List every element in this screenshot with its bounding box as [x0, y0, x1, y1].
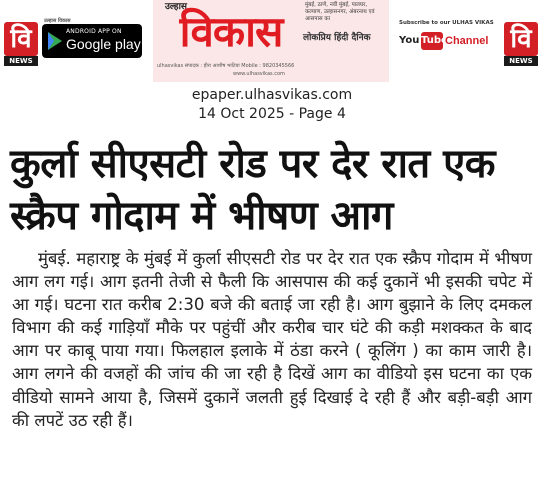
youtube-channel-text: Channel: [445, 35, 489, 47]
youtube-icon: Tube: [421, 32, 443, 50]
masthead-website: www.ulhasvikas.com: [233, 71, 285, 77]
masthead-subtitle: लोकप्रिय हिंदी दैनिक: [303, 33, 371, 43]
masthead-contact-line: ulhasvikas संपादक : हीरा आशीष भाटिया Mobile : 9820345566: [157, 63, 295, 69]
right-logo-news-label: NEWS: [504, 56, 538, 66]
article-body-text: मुंबई. महाराष्ट्र के मुंबई में कुर्ला सीएसटी रोड पर देर रात एक स्क्रैप गोदाम में भीषण आग लग गई। आग इतनी तेजी से फैली कि आसपास की कई दुकानें भी इसकी चपेट में आ गई। घटना रात करीब 2:30 बजे की बताई जा रही है। आग बुझाने के लिए दमकल विभाग की कई गाड़ियाँ मौके पर पहुंचीं और करीब चार घंटे की कड़ी मशक्कत के बाद आग पर काबू पाया गया। फिलहाल इलाके में ठंडा करने ( कूलिंग ) का काम जारी है। आग लगने की वजहों की जांच की जा रही है दिखें आग का वीडियो इस घटना का एक वीडियो सामने आया है, जिसमें दुकानें जलती हुई दिखाई दे रही हैं और बड़ी-बड़ी आग की लपटें उठ रही हैं।: [12, 249, 532, 430]
google-play-badge[interactable]: [42, 24, 142, 58]
date-page: 14 Oct 2025 - Page 4: [198, 106, 346, 122]
masthead[interactable]: [153, 0, 389, 82]
google-play-text: Google play: [66, 36, 141, 52]
source-url[interactable]: epaper.ulhasvikas.com: [191, 87, 353, 103]
youtube-channel-badge[interactable]: [399, 20, 499, 60]
youtube-subscribe-text: Subscribe to our ULHAS VIKAS: [399, 20, 494, 26]
youtube-you-text: You: [399, 32, 427, 50]
masthead-prefix: उल्हास: [165, 2, 188, 12]
masthead-tagline: मुंबई, ठाणे, नवी मुंबई, पालघर, कल्याण, उल्हासनगर, अंबरनाथ एवं आसपास का: [305, 2, 375, 22]
article-body: [12, 247, 532, 432]
app-name-label: उल्हास विकास: [44, 18, 71, 24]
right-logo[interactable]: [504, 22, 538, 56]
left-logo-letter: वि: [10, 24, 32, 54]
android-app-on-text: ANDROID APP ON: [66, 28, 122, 35]
masthead-title: विकास: [179, 7, 283, 56]
left-logo-news-label: NEWS: [4, 56, 38, 66]
left-logo[interactable]: [4, 22, 38, 56]
right-logo-letter: वि: [510, 24, 532, 54]
article-headline: कुर्ला सीएसटी रोड पर देर रात एक स्क्रैप गोदाम में भीषण आग: [10, 141, 495, 239]
header-banner: [0, 0, 544, 82]
